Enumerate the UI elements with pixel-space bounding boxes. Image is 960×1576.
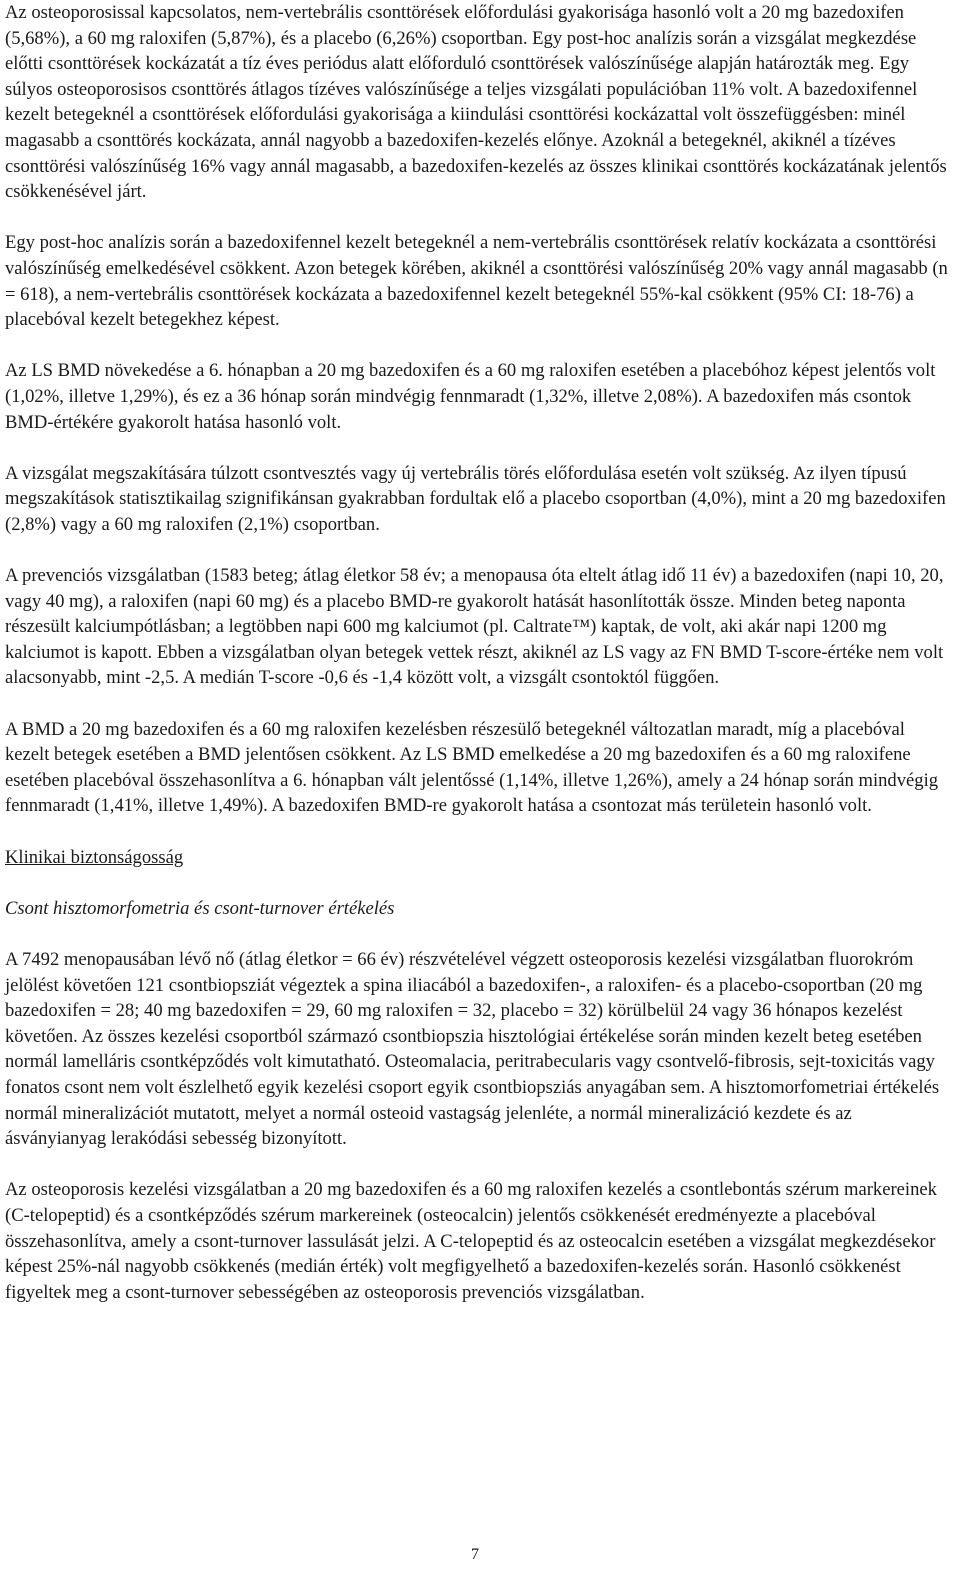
paragraph-prevention-study: A prevenciós vizsgálatban (1583 beteg; átlag életkor 58 év; a menopausa óta eltelt átlag idő 11 év) a bazedoxifen (napi 10, 20, vagy 40 mg), a raloxifen (napi 60 mg) és a placebo BMD-re gyakorolt hatását hasonlították össze. Minden beteg naponta részesült kalciumpótlásban; a legtöbben napi 600 mg kalciumot (pl. Caltrate™) kaptak, de volt, aki akár napi 1200 mg kalciumot is kapott. Ebben a vizsgálatban olyan betegek vettek részt, akiknél az LS vagy az FN BMD T-score-értéke nem volt alacsonyabb, mint -2,5. A medián T-score -0,6 és -1,4 között volt, a vizsgált csontoktól függően. bbox=[5, 565, 944, 689]
subsection-heading-histomorphometry: Csont hisztomorfometria és csont-turnover értékelés bbox=[5, 897, 395, 919]
page-number: 7 bbox=[471, 1546, 479, 1563]
paragraph-bmd-results: A BMD a 20 mg bazedoxifen és a 60 mg raloxifen kezelésben részesülő betegeknél változatlan maradt, míg a placebóval kezelt betegek esetében a BMD jelentősen csökkent. Az LS BMD emelkedése a 20 mg bazedoxifen és a 60 mg raloxifene esetében placebóval összehasonlítva a 6. hónapban vált jelentőssé (1,14%, illetve 1,26%), amely a 24 hónap során mindvégig fennmaradt (1,41%, illetve 1,49%). A bazedoxifen BMD-re gyakorolt hatása a csontozat más területein hasonló volt. bbox=[5, 718, 939, 817]
paragraph-ls-bmd-increase: Az LS BMD növekedése a 6. hónapban a 20 mg bazedoxifen és a 60 mg raloxifen esetében a placebóhoz képest jelentős volt (1,02%, illetve 1,29%), és ez a 36 hónap során mindvégig fennmaradt (1,32%, illetve 2,08%). A bazedoxifen más csontok BMD-értékére gyakorolt hatása hasonló volt. bbox=[5, 360, 936, 433]
section-heading-clinical-safety: Klinikai biztonságosság bbox=[5, 846, 184, 868]
paragraph-post-hoc-analysis: Egy post-hoc analízis során a bazedoxifennel kezelt betegeknél a nem-vertebrális csonttörések relatív kockázata a csonttörési valószínűség emelkedésével csökkent. Azon betegek körében, akiknél a csonttörési valószínűség 20% vagy annál magasabb (n = 618), a nem-vertebrális csonttörések kockázata a bazedoxifennel kezelt betegeknél 55%-kal csökkent (95% CI: 18-76) a placebóval kezelt betegekhez képest. bbox=[5, 232, 948, 331]
paragraph-bone-turnover-markers: Az osteoporosis kezelési vizsgálatban a 20 mg bazedoxifen és a 60 mg raloxifen kezelés a csontlebontás szérum markereinek (C-telopeptid) és a csontképződés szérum markereinek (osteocalcin) jelentős csökkenését eredményezte a placebóval összehasonlítva, amely a csont-turnover lassulását jelzi. A C-telopeptid és az osteocalcin esetében a vizsgálat megkezdésekor képest 25%-nál nagyobb csökkenés (medián érték) volt megfigyelhető a bazedoxifen-kezelés során. Hasonló csökkenést figyeltek meg a csont-turnover sebességében az osteoporosis prevenciós vizsgálatban. bbox=[5, 1179, 937, 1303]
paragraph-bone-biopsy: A 7492 menopausában lévő nő (átlag életkor = 66 év) részvételével végzett osteoporosis kezelési vizsgálatban fluorokróm jelölést követően 121 csontbiopsziát végeztek a spina iliacából a bazedoxifen-, a raloxifen- és a placebo-csoportban (20 mg bazedoxifen = 28; 40 mg bazedoxifen = 29, 60 mg raloxifen = 32, placebo = 32) körülbelül 24 vagy 36 hónapos kezelést követően. Az összes kezelési csoportból származó csontbiopszia hisztológiai értékelése során minden kezelt beteg esetében normál lamelláris csontképződés volt kimutatható. Osteomalacia, peritrabecularis vagy csontvelő-fibrosis, sejt-toxicitás vagy fonatos csont nem volt észlelhető egyik kezelési csoport egyik csontbiopsziás anyagában sem. A hisztomorfometriai értékelés normál mineralizációt mutatott, melyet a normál osteoid vastagság jelenléte, a normál mineralizáció kezdete és az ásványianyag lerakódási sebesség bizonyított. bbox=[5, 948, 940, 1150]
paragraph-fracture-incidence: Az osteoporosissal kapcsolatos, nem-vertebrális csonttörések előfordulási gyakorisága hasonló volt a 20 mg bazedoxifen (5,68%), a 60 mg raloxifen (5,87%), és a placebo (6,26%) csoportban. Egy post-hoc analízis során a vizsgálat megkezdése előtti csonttörések kockázatát a tíz éves periódus alatt előforduló csonttörések valószínűsége alapján határozták meg. Egy súlyos osteoporosisos csonttörés átlagos tízéves valószínűsége a teljes vizsgálati populációban 11% volt. A bazedoxifennel kezelt betegeknél a csonttörések előfordulási gyakorisága a kiindulási csonttörési kockázattal volt összefüggésben: minél magasabb a csonttörés kockázata, annál nagyobb a bazedoxifen-kezelés előnye. Azoknál a betegeknél, akiknél a tízéves csonttörési valószínűség 16% vagy annál magasabb, a bazedoxifen-kezelés az összes klinikai csonttörés kockázatának jelentős csökkenésével járt. bbox=[5, 2, 947, 203]
document-page bbox=[5, 0, 950, 1305]
paragraph-study-discontinuation: A vizsgálat megszakítására túlzott csontvesztés vagy új vertebrális törés előfordulása esetén volt szükség. Az ilyen típusú megszakítások statisztikailag szignifikánsan gyakrabban fordultak elő a placebo csoportban (4,0%), mint a 20 mg bazedoxifen (2,8%) vagy a 60 mg raloxifen (2,1%) csoportban. bbox=[5, 462, 946, 535]
